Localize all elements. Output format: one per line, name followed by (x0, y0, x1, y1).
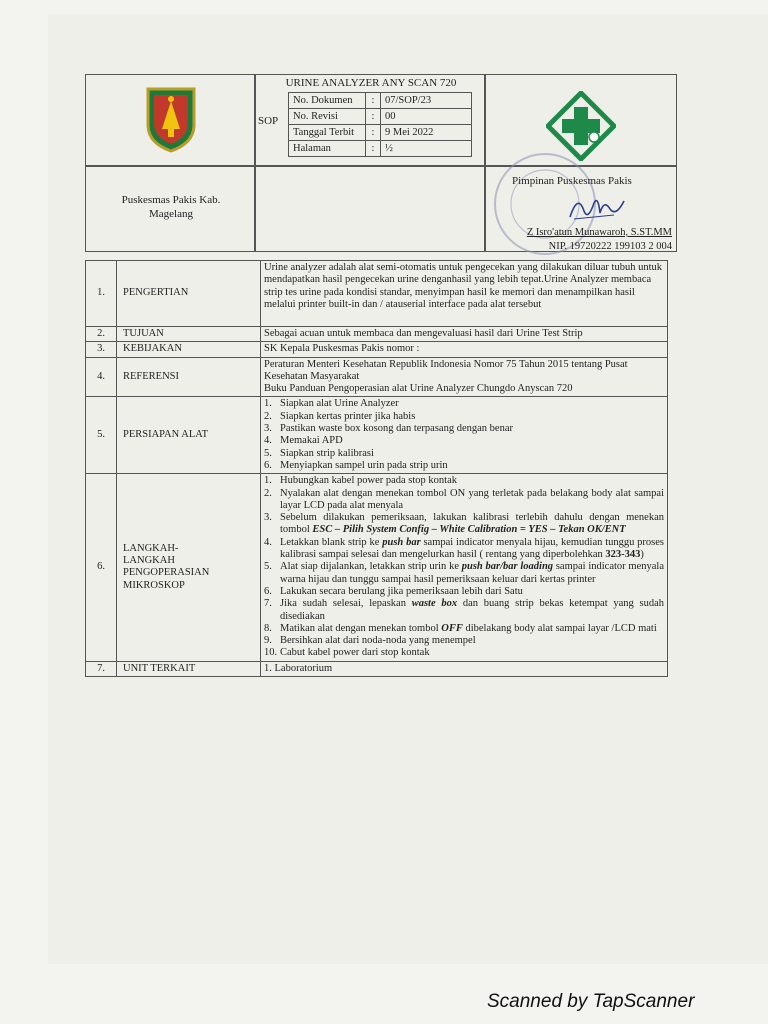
table-row (86, 342, 668, 357)
meta-value: 07/SOP/23 (381, 93, 472, 108)
table-row (86, 474, 668, 661)
sop-info-cell (255, 74, 485, 166)
section-number: 2. (86, 327, 117, 342)
scanner-watermark: Scanned by TapScanner (487, 991, 695, 1012)
meta-label: No. Dokumen (288, 93, 366, 108)
meta-label: No. Revisi (288, 109, 366, 124)
section-label: PENGERTIAN (117, 261, 261, 327)
table-row (86, 261, 668, 327)
list-item: 4. Letakkan blank strip ke push bar sampai indicator menyala hijau, kemudian tunggu proses kalibrasi sampai selesai dan mengelurkan hasil ( rentang yang diperbolehkan 323-343) (264, 536, 665, 561)
signer-title: Pimpinan Puskesmas Pakis (512, 175, 632, 187)
section-label: PERSIAPAN ALAT (117, 397, 261, 474)
signature-icon (564, 189, 628, 225)
signature-cell (485, 166, 677, 252)
list-item: 2. Nyalakan alat dengan menekan tombol ON yang terletak pada belakang body alat sampai layar LCD pada alat menyala (264, 487, 664, 511)
meta-row (288, 109, 472, 125)
section-label: UNIT TERKAIT (117, 661, 261, 676)
meta-row (288, 93, 472, 109)
section-content: SK Kepala Puskesmas Pakis nomor : (261, 342, 668, 357)
section-number: 1. (86, 261, 117, 327)
table-row (86, 661, 668, 676)
document-meta-table (288, 92, 472, 157)
document-title: URINE ANALYZER ANY SCAN 720 (285, 77, 457, 89)
meta-label: Halaman (288, 141, 366, 156)
section-number: 6. (86, 474, 117, 661)
meta-value: ½ (381, 141, 472, 156)
list-item: 3. Sebelum dilakukan pemeriksaan, lakukan kalibrasi terlebih dahulu dengan menekan tombol ESC – Pilih System Config – White Calibration = YES – Tekan OK/ENT (264, 512, 664, 536)
list-item: 4. Memakai APD (264, 435, 343, 447)
section-label: LANGKAH- LANGKAH PENGOPERASIAN MIKROSKOP (117, 474, 261, 661)
document-header (85, 74, 677, 252)
section-number: 4. (86, 357, 117, 397)
section-label: REFERENSI (117, 357, 261, 397)
section-label: TUJUAN (117, 327, 261, 342)
list-item: 7. Jika sudah selesai, lepaskan waste box dan buang strip bekas ketempat yang sudah disediakan (264, 598, 664, 622)
section-label: KEBIJAKAN (117, 342, 261, 357)
list-item: 10. Cabut kabel power dari stop kontak (264, 647, 430, 659)
list-item: 1. Siapkan alat Urine Analyzer (264, 398, 399, 410)
section-number: 3. (86, 342, 117, 357)
meta-row (288, 141, 472, 157)
meta-colon: : (366, 109, 381, 124)
regency-logo-cell (85, 74, 255, 166)
list-item: 8. Matikan alat dengan menekan tombol OFF dibelakang body alat sampai layar /LCD mati (264, 622, 657, 634)
procedure-table (85, 260, 668, 677)
meta-colon: : (366, 141, 381, 156)
list-item: 3. Pastikan waste box kosong dan terpasang dengan benar (264, 423, 513, 435)
table-row (86, 397, 668, 474)
meta-row (288, 125, 472, 141)
list-item: 1. Hubungkan kabel power pada stop kontak (264, 475, 457, 487)
list-item: 5. Siapkan strip kalibrasi (264, 447, 374, 459)
meta-value: 00 (381, 109, 472, 124)
section-content: 1. Laboratorium (261, 661, 668, 676)
reference-item: Buku Panduan Pengoperasian alat Urine Analyzer Chungdo Anyscan 720 (264, 383, 573, 395)
section-number: 5. (86, 397, 117, 474)
list-item: 2. Siapkan kertas printer jika habis (264, 410, 416, 422)
meta-value: 9 Mei 2022 (381, 125, 472, 140)
blank-cell (255, 166, 485, 252)
meta-colon: : (366, 93, 381, 108)
section-number: 7. (86, 661, 117, 676)
meta-colon: : (366, 125, 381, 140)
table-row (86, 327, 668, 342)
equipment-list (264, 398, 664, 472)
list-item: 6. Lakukan secara berulang jika pemeriksaan lebih dari Satu (264, 585, 523, 597)
organization-name: Puskesmas Pakis Kab. Magelang (121, 194, 221, 220)
list-item: 5. Alat siap dijalankan, letakkan strip urin ke push bar/bar loading sampai indicator menyala warna hijau dan tunggu sampai hasil pemeriksaan keluar dari kertas printer (264, 561, 664, 585)
section-content (261, 397, 668, 474)
signer-name: Z Isro'atun Munawaroh, S.ST.MM (526, 227, 672, 238)
section-content: Urine analyzer adalah alat semi-otomatis untuk pengecekan yang dilakukan diluar tubuh untuk mendapatkan hasil pengecekan urine denganhasil yang lebih tepat.Urine Analyzer membaca strip tes urine pada kondisi standar, menyimpan hasil ke memori dan menampilkan hasil melalui printer built-in dan / atauserial interface pada alat tersebut (261, 261, 668, 327)
list-item: 6. Menyiapkan sampel urin pada strip urin (264, 459, 448, 471)
signer-nip: NIP. 19720222 199103 2 004 (548, 241, 672, 252)
list-item: 9. Bersihkan alat dari noda-noda yang menempel (264, 635, 476, 647)
meta-label: Tanggal Terbit (288, 125, 366, 140)
section-content (261, 474, 668, 661)
section-content: Sebagai acuan untuk membaca dan mengevaluasi hasil dari Urine Test Strip (261, 327, 668, 342)
sop-label: SOP (258, 115, 279, 127)
regency-crest-icon (144, 85, 198, 153)
table-row (86, 357, 668, 397)
organization-cell (85, 166, 255, 252)
reference-item: Peraturan Menteri Kesehatan Republik Indonesia Nomor 75 Tahun 2015 tentang Pusat Kesehatan Masyarakat (264, 358, 628, 382)
procedure-steps (264, 475, 664, 659)
section-content (261, 357, 668, 397)
